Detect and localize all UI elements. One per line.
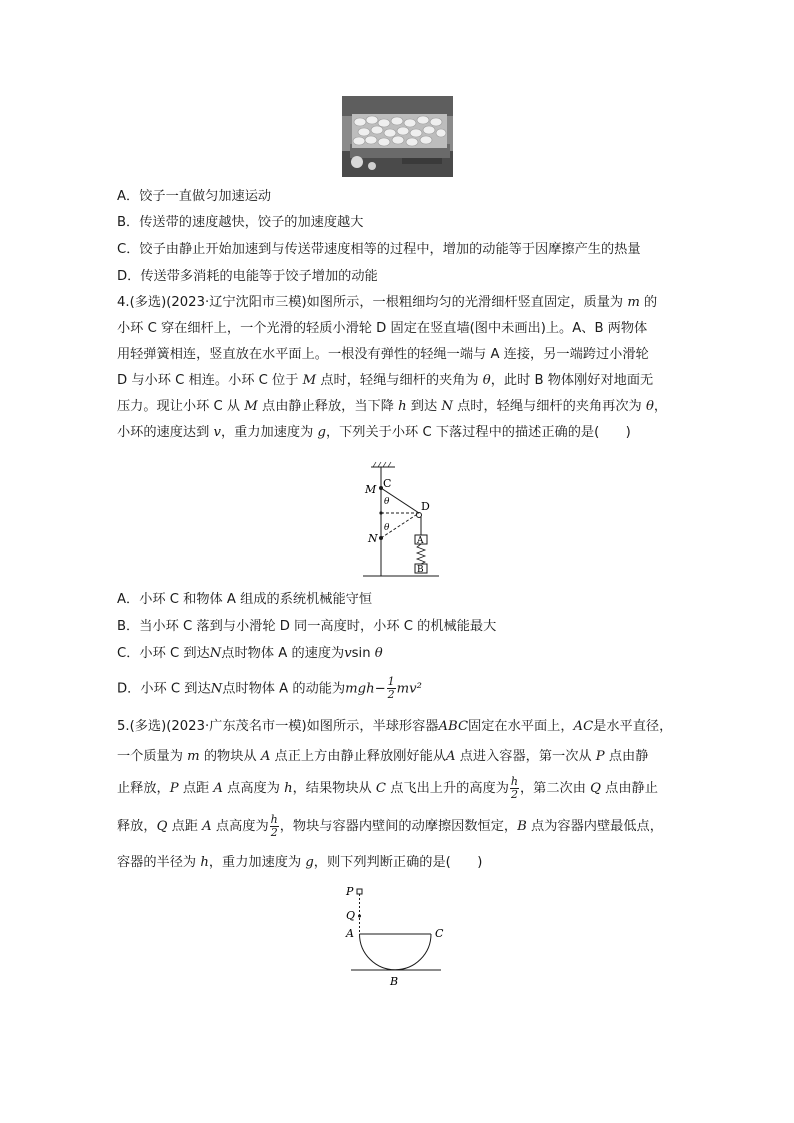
q5-hemisphere-arc <box>360 934 432 970</box>
q5-label-b: B <box>390 975 399 988</box>
q5-block-p <box>357 889 362 894</box>
q5-label-p: P <box>346 885 354 898</box>
q3-option-b: B．传送带的速度越快，饺子的加速度越大 <box>117 215 364 230</box>
q3-option-c: C．饺子由静止开始加速到与传送带速度相等的过程中，增加的动能等于因摩擦产生的热量 <box>117 242 641 257</box>
q5-stem: 5.(多选)(2023·广东茂名市一模)如图所示，半球形容器ABC固定在水平面上，AC是水平直径， 一个质量为 m 的物块从 A 点正上方由静止释放刚好能从A 点进入容器，第一次从 P 点由静 止释放，P 点距 A 点高度为 h，结果物块从 C 点飞出上升的高度为 $\frac{h}{2}$ ，第二次由 Q 点由静止 释放，Q 点距 A 点高度为 $\frac{h}{2}$ ，物块与容器内壁间的动摩擦因数恒定，B 点为容器内壁最低点， 容器的半径为 h，重力加速度为 g，则下列判断正确的是( ) <box>117 719 673 870</box>
q5-l4-fraction: $\frac{h}{2}$ <box>270 812 278 839</box>
q4-ring-n <box>379 536 383 540</box>
q4-spring <box>417 544 425 564</box>
q4-label-c: C <box>383 477 392 490</box>
q3-option-d: D．传送带多消耗的电能等于饺子增加的动能 <box>117 269 378 284</box>
q4-optd-fraction: $\frac{1}{2}$ <box>387 675 395 701</box>
q4-option-d: D．小环 C 到达N点时物体 A 的动能为mgh− $\frac{1}{2}$ mv² <box>117 675 422 701</box>
q4-option-c: C．小环 C 到达N点时物体 A 的速度为vsin θ <box>117 646 383 661</box>
q4-label-a: A <box>417 536 424 546</box>
q4-label-theta-top: θ <box>384 497 390 507</box>
q4-option-b: B．当小环 C 落到与小滑轮 D 同一高度时，小环 C 的机械能最大 <box>117 619 497 634</box>
q4-label-b: B <box>417 565 424 575</box>
dumpling-conveyor-photo <box>342 96 453 177</box>
q4-pulley-diagram <box>355 460 445 578</box>
q5-hemisphere-diagram <box>335 884 455 990</box>
q4-label-n: N <box>368 532 378 545</box>
q4-label-d: D <box>421 500 430 513</box>
q5-label-q: Q <box>346 909 356 922</box>
q4-stem: 4.(多选)(2023·辽宁沈阳市三模)如图所示，一根粗细均匀的光滑细杆竖直固定，质量为 m 的 小环 C 穿在细杆上，一个光滑的轻质小滑轮 D 固定在竖直墙(图中未画出)上。A、B 两物体 用轻弹簧相连，竖直放在水平面上。一根没有弹性的轻绳一端与 A 连接，另一端跨过小滑轮 D 与小环 C 相连。小环 C 位于 M 点时，轻绳与细杆的夹角为 θ，此时 B 物体刚好对地面无 压力。现让小环 C 从 M 点由静止释放，当下降 h 到达 N 点时，轻绳与细杆的夹角再次为 θ， 小环的速度达到 v，重力加速度为 g，下列关于小环 C 下落过程中的描述正确的是( ) <box>117 295 668 440</box>
q5-label-a: A <box>346 927 354 940</box>
q4-option-a: A．小环 C 和物体 A 组成的系统机械能守恒 <box>117 592 373 607</box>
q4-label-theta-bottom: θ <box>384 523 390 533</box>
q3-option-a: A．饺子一直做匀加速运动 <box>117 189 272 204</box>
q4-ceiling-hatch <box>373 462 391 467</box>
q5-label-c: C <box>435 927 444 940</box>
q5-point-q <box>358 915 361 918</box>
q4-dot-mid <box>379 511 382 514</box>
q5-l3-fraction: $\frac{h}{2}$ <box>510 774 518 801</box>
q4-label-m: M <box>365 483 377 496</box>
